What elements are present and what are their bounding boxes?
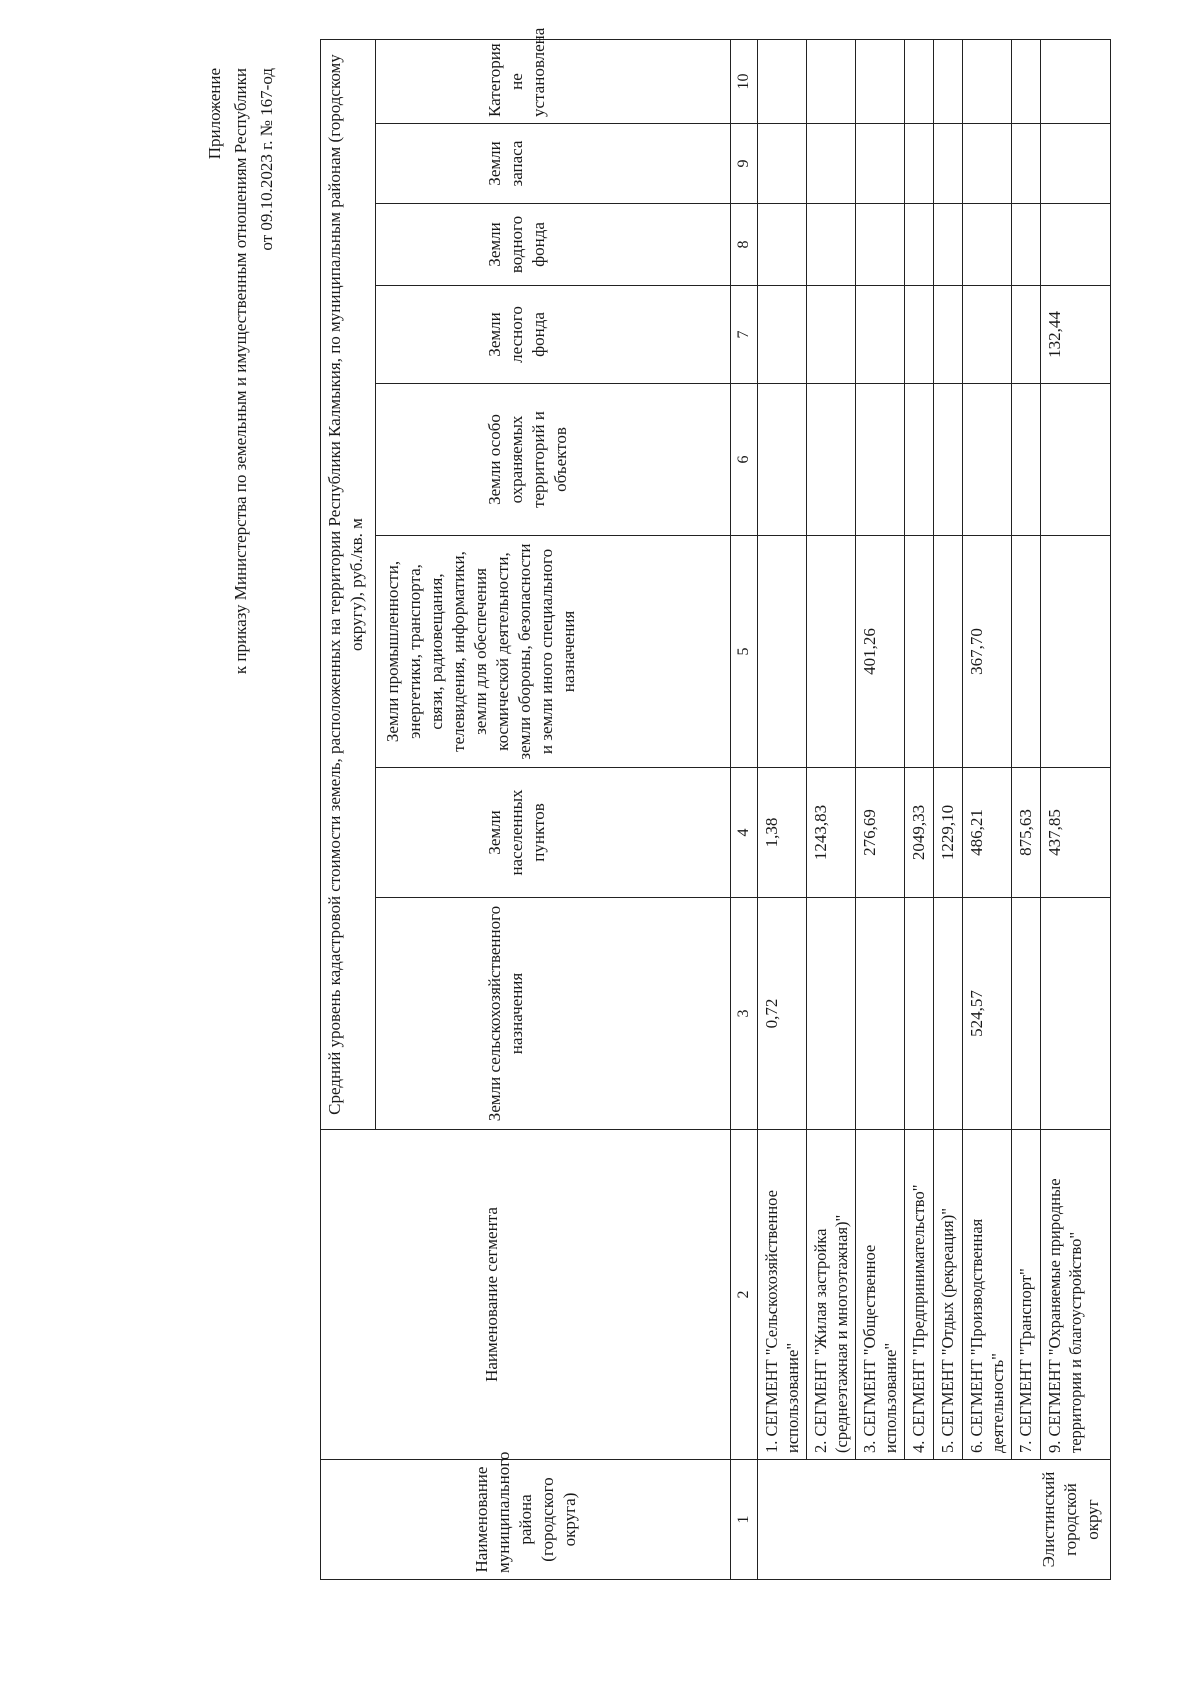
value-cell-c5: 401,26 bbox=[856, 536, 905, 768]
value-cell-c9 bbox=[1012, 124, 1041, 204]
column-number: 2 bbox=[731, 1130, 758, 1460]
value-cell-c8 bbox=[905, 204, 934, 286]
value-group-header: Средний уровень кадастровой стоимости земель, расположенных на территории Республики Калмыкия, по муниципальным районам (городскому округу), руб./кв. м bbox=[321, 40, 376, 1130]
value-cell-c9 bbox=[758, 124, 807, 204]
value-cell-c6 bbox=[807, 384, 856, 536]
order-reference: к приказу Министерства по земельным и имущественным отношениям Республики bbox=[231, 68, 250, 675]
value-cell-c8 bbox=[758, 204, 807, 286]
value-cell-c6 bbox=[905, 384, 934, 536]
value-cell-c10 bbox=[1012, 40, 1041, 124]
document-page bbox=[200, 27, 1102, 1590]
value-cell-c8 bbox=[934, 204, 963, 286]
value-cell-c5 bbox=[758, 536, 807, 768]
value-cell-c4: 1243,83 bbox=[807, 768, 856, 898]
table-row bbox=[1012, 40, 1041, 1580]
table-row bbox=[807, 40, 856, 1580]
value-cell-c6 bbox=[1012, 384, 1041, 536]
value-cell-c5 bbox=[1041, 536, 1111, 768]
value-cell-c3: 0,72 bbox=[758, 898, 807, 1130]
header-forest: Земли лесного фонда bbox=[376, 286, 731, 384]
value-cell-c8 bbox=[856, 204, 905, 286]
segment-name: 7. СЕГМЕНТ "Транспорт" bbox=[1012, 1130, 1041, 1460]
table-row bbox=[963, 40, 1012, 1580]
value-cell-c7 bbox=[934, 286, 963, 384]
value-cell-c4: 2049,33 bbox=[905, 768, 934, 898]
value-cell-c3 bbox=[1012, 898, 1041, 1130]
value-cell-c9 bbox=[905, 124, 934, 204]
value-cell-c9 bbox=[963, 124, 1012, 204]
header-industry: Земли промышленности, энергетики, транспорта, связи, радиовещания, телевидения, информатики, земли для обеспечения космической деятельности, земли обороны, безопасности и земли иного специального назначения bbox=[376, 536, 731, 768]
value-cell-c7: 132,44 bbox=[1041, 286, 1111, 384]
segment-name: 6. СЕГМЕНТ "Производственная деятельность" bbox=[963, 1130, 1012, 1460]
value-cell-c4: 276,69 bbox=[856, 768, 905, 898]
value-cell-c7 bbox=[758, 286, 807, 384]
document-header bbox=[202, 68, 280, 674]
value-cell-c3 bbox=[934, 898, 963, 1130]
value-cell-c7 bbox=[807, 286, 856, 384]
segment-name: 5. СЕГМЕНТ "Отдых (рекреация)" bbox=[934, 1130, 963, 1460]
table-row bbox=[758, 40, 807, 1580]
value-cell-c9 bbox=[807, 124, 856, 204]
value-cell-c4: 875,63 bbox=[1012, 768, 1041, 898]
order-date-number: от 09.10.2023 г. № 167-од bbox=[257, 68, 276, 251]
municipality-column-header: Наименование муниципального района (городского округа) bbox=[321, 1460, 731, 1580]
value-cell-c9 bbox=[934, 124, 963, 204]
appendix-title: Приложение bbox=[205, 68, 224, 160]
header-reserve: Земли запаса bbox=[376, 124, 731, 204]
value-cell-c5 bbox=[905, 536, 934, 768]
value-cell-c10 bbox=[1041, 40, 1111, 124]
table-row bbox=[1041, 40, 1111, 1580]
value-cell-c8 bbox=[963, 204, 1012, 286]
segment-name: 2. СЕГМЕНТ "Жилая застройка (среднеэтажная и многоэтажная)" bbox=[807, 1130, 856, 1460]
column-number: 5 bbox=[731, 536, 758, 768]
header-uncategorized: Категория не установлена bbox=[376, 40, 731, 124]
value-cell-c3 bbox=[1041, 898, 1111, 1130]
header-water: Земли водного фонда bbox=[376, 204, 731, 286]
segment-name: 4. СЕГМЕНТ "Предпринимательство" bbox=[905, 1130, 934, 1460]
district-name: Элистинский городской округ bbox=[758, 1460, 1111, 1580]
value-cell-c8 bbox=[1012, 204, 1041, 286]
column-number: 3 bbox=[731, 898, 758, 1130]
value-cell-c8 bbox=[807, 204, 856, 286]
value-cell-c5 bbox=[934, 536, 963, 768]
table-row bbox=[934, 40, 963, 1580]
value-cell-c10 bbox=[758, 40, 807, 124]
value-cell-c10 bbox=[807, 40, 856, 124]
value-cell-c4: 1,38 bbox=[758, 768, 807, 898]
value-cell-c8 bbox=[1041, 204, 1111, 286]
column-number: 8 bbox=[731, 204, 758, 286]
value-cell-c7 bbox=[963, 286, 1012, 384]
segment-name: 9. СЕГМЕНТ "Охраняемые природные территории и благоустройство" bbox=[1041, 1130, 1111, 1460]
segment-name: 3. СЕГМЕНТ "Общественное использование" bbox=[856, 1130, 905, 1460]
header-settlements: Земли населенных пунктов bbox=[376, 768, 731, 898]
value-cell-c7 bbox=[856, 286, 905, 384]
cadastral-value-table bbox=[320, 27, 1111, 1580]
header-agricultural: Земли сельскохозяйственного назначения bbox=[376, 898, 731, 1130]
value-cell-c3 bbox=[905, 898, 934, 1130]
value-cell-c6 bbox=[758, 384, 807, 536]
value-cell-c6 bbox=[856, 384, 905, 536]
value-cell-c10 bbox=[934, 40, 963, 124]
segment-column-header: Наименование сегмента bbox=[321, 1130, 731, 1460]
value-cell-c3: 524,57 bbox=[963, 898, 1012, 1130]
value-cell-c4: 1229,10 bbox=[934, 768, 963, 898]
segment-name: 1. СЕГМЕНТ "Сельскохозяйственное использование" bbox=[758, 1130, 807, 1460]
column-number: 10 bbox=[731, 40, 758, 124]
value-cell-c4: 486,21 bbox=[963, 768, 1012, 898]
value-cell-c9 bbox=[856, 124, 905, 204]
value-cell-c3 bbox=[807, 898, 856, 1130]
value-cell-c10 bbox=[905, 40, 934, 124]
column-number: 9 bbox=[731, 124, 758, 204]
value-cell-c5 bbox=[807, 536, 856, 768]
column-number: 1 bbox=[731, 1460, 758, 1580]
value-cell-c6 bbox=[1041, 384, 1111, 536]
value-cell-c3 bbox=[856, 898, 905, 1130]
column-number: 4 bbox=[731, 768, 758, 898]
value-cell-c10 bbox=[856, 40, 905, 124]
column-number: 7 bbox=[731, 286, 758, 384]
value-cell-c9 bbox=[1041, 124, 1111, 204]
value-cell-c4: 437,85 bbox=[1041, 768, 1111, 898]
table-row bbox=[905, 40, 934, 1580]
value-cell-c10 bbox=[963, 40, 1012, 124]
value-cell-c7 bbox=[905, 286, 934, 384]
value-cell-c6 bbox=[934, 384, 963, 536]
table-row bbox=[856, 40, 905, 1580]
value-cell-c5: 367,70 bbox=[963, 536, 1012, 768]
header-protected: Земли особо охраняемых территорий и объектов bbox=[376, 384, 731, 536]
column-number: 6 bbox=[731, 384, 758, 536]
value-cell-c6 bbox=[963, 384, 1012, 536]
value-cell-c7 bbox=[1012, 286, 1041, 384]
value-cell-c5 bbox=[1012, 536, 1041, 768]
